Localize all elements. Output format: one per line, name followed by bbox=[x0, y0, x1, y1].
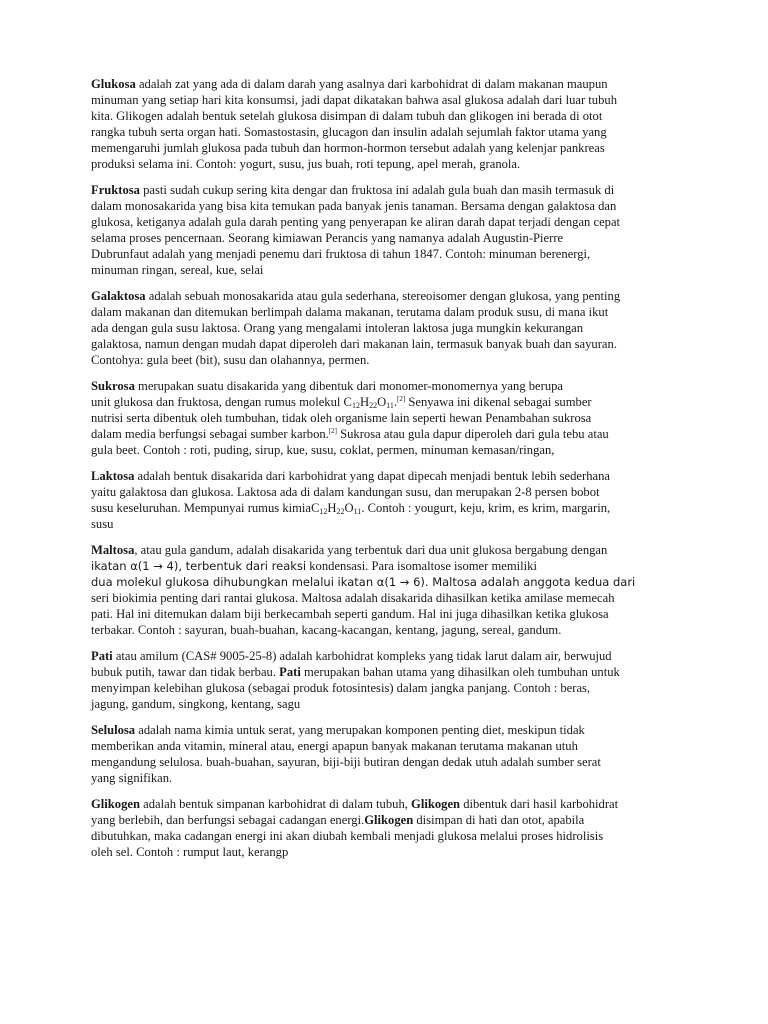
paragraph-selulosa bbox=[91, 722, 681, 786]
reference-link[interactable]: [2] bbox=[397, 395, 406, 403]
text-line: dibutuhkan, maka cadangan energi ini akan diubah kembali menjadi glukosa melalui proses hidrolisis bbox=[91, 829, 604, 843]
text-line: rangka tubuh serta organ hati. Somastostasin, glucagon dan insulin adalah sejumlah faktor utama yang bbox=[91, 125, 607, 139]
paragraph-sukrosa bbox=[91, 378, 681, 458]
text-line: Fruktosa pasti sudah cukup sering kita dengar dan fruktosa ini adalah gula buah dan masih termasuk di bbox=[91, 183, 615, 197]
term-maltosa: Maltosa bbox=[91, 543, 135, 557]
text-line: Galaktosa adalah sebuah monosakarida atau gula sederhana, stereoisomer dengan glukosa, yang penting bbox=[91, 289, 621, 303]
text-line: oleh sel. Contoh : rumput laut, kerangp bbox=[91, 845, 289, 859]
text-line: memberikan anda vitamin, mineral atau, energi apapun banyak makanan terutama makanan utuh bbox=[91, 739, 578, 753]
text-line: jagung, gandum, singkong, kentang, sagu bbox=[91, 697, 301, 711]
term-selulosa: Selulosa bbox=[91, 723, 136, 737]
paragraph-glukosa bbox=[91, 76, 681, 172]
term-pati: Pati bbox=[91, 649, 113, 663]
text-line: glukosa, ketiganya adalah gula darah penting yang penyerapan ke aliran darah dapat terjadi dengan cepat bbox=[91, 215, 621, 229]
text-line: memengaruhi jumlah glukosa pada tubuh dan hormon-hormon tersebut adalah yang kelenjar pankreas bbox=[91, 141, 605, 155]
paragraph-glikogen bbox=[91, 796, 681, 860]
text-line: produksi selama ini. Contoh: yogurt, susu, jus buah, roti tepung, apel merah, granola. bbox=[91, 157, 521, 171]
text-line: yang berlebih, dan berfungsi sebagai cadangan energi.Glikogen disimpan di hati dan otot, apabila bbox=[91, 813, 585, 827]
text-line: minuman ringan, sereal, kue, selai bbox=[91, 263, 264, 277]
term-fruktosa: Fruktosa bbox=[91, 183, 140, 197]
text-line: Maltosa, atau gula gandum, adalah disakarida yang terbentuk dari dua unit glukosa bergabung dengan bbox=[91, 543, 608, 557]
paragraph-maltosa bbox=[91, 542, 681, 638]
text-line: mengandung selulosa. buah-buahan, sayuran, biji-biji butiran dengan dedak utuh adalah sumber serat bbox=[91, 755, 601, 769]
text-line: galaktosa, namun dengan mudah dapat diperoleh dari makanan lain, termasuk banyak buah dan sayuran. bbox=[91, 337, 617, 351]
text-line: Dubrunfaut adalah yang menjadi penemu dari fruktosa di tahun 1847. Contoh: minuman berenergi, bbox=[91, 247, 591, 261]
text-line: ada dengan gula susu laktosa. Orang yang mengalami intoleran laktosa juga mungkin kekurangan bbox=[91, 321, 584, 335]
text-line: gula beet. Contoh : roti, puding, sirup, kue, susu, coklat, permen, minuman kemasan/ringan, bbox=[91, 443, 555, 457]
text-line: ikatan α(1 → 4), terbentuk dari reaksi kondensasi. Para isomaltose isomer memiliki bbox=[91, 559, 537, 573]
text-line: Laktosa adalah bentuk disakarida dari karbohidrat yang dapat dipecah menjadi bentuk lebih sederhana bbox=[91, 469, 610, 483]
text-line: Glikogen adalah bentuk simpanan karbohidrat di dalam tubuh, Glikogen dibentuk dari hasil karbohidrat bbox=[91, 797, 619, 811]
term-glukosa: Glukosa bbox=[91, 77, 136, 91]
text-line: susu keseluruhan. Mempunyai rumus $kimiaC_{12}H_{22}O_{11}$. Contoh : yougurt, keju, krim, es krim, margarin, bbox=[91, 501, 611, 516]
text-line: Selulosa adalah nama kimia untuk serat, yang merupakan komponen penting diet, meskipun tidak bbox=[91, 723, 585, 737]
text-line: dua molekul glukosa dihubungkan melalui ikatan α(1 → 6). Maltosa adalah anggota kedua dari bbox=[91, 575, 636, 589]
reference-link[interactable]: [2] bbox=[328, 427, 337, 435]
term-sukrosa: Sukrosa bbox=[91, 379, 135, 393]
text-line: yang signifikan. bbox=[91, 771, 173, 785]
text-line: dalam makanan dan ditemukan berlimpah dalama makanan, terutama dalam produk susu, di mana ikut bbox=[91, 305, 609, 319]
term-glikogen: Glikogen bbox=[91, 797, 140, 811]
text-line: yaitu galaktosa dan glukosa. Laktosa ada di dalam kandungan susu, dan merupakan 2-8 persen bobot bbox=[91, 485, 600, 499]
term-pati: Pati bbox=[279, 665, 301, 679]
text-line: minuman yang setiap hari kita konsumsi, jadi dapat dikatakan bahwa asal glukosa adalah dari luar tubuh bbox=[91, 93, 617, 107]
text-line: pati. Hal ini ditemukan dalam biji berkecambah seperti gandum. Hal ini juga dihasilkan ketika glukosa bbox=[91, 607, 609, 621]
text-line: dalam media berfungsi sebagai sumber karbon.[2] Sukrosa atau gula dapur diperoleh dari gula tebu atau bbox=[91, 427, 609, 441]
paragraph-fruktosa bbox=[91, 182, 681, 278]
text-line: kita. Glikogen adalah bentuk setelah glukosa disimpan di dalam tubuh dan glikogen ini berada di otot bbox=[91, 109, 603, 123]
term-glikogen: Glikogen bbox=[364, 813, 414, 827]
text-line: unit glukosa dan fruktosa, dengan rumus molekul $C_{12}H_{22}O_{11}.[2]$ Senyawa ini dikenal sebagai sumber bbox=[91, 395, 592, 410]
text-line: Contohya: gula beet (bit), susu dan olahannya, permen. bbox=[91, 353, 370, 367]
text-line: nutrisi serta dibentuk oleh tumbuhan, tidak oleh organisme lain seperti hewan Penambahan sukrosa bbox=[91, 411, 592, 425]
term-laktosa: Laktosa bbox=[91, 469, 135, 483]
chemical-formula: $C_{12}H_{22}O_{11}$. bbox=[343, 395, 398, 410]
paragraph-galaktosa bbox=[91, 288, 681, 368]
text-line: Glukosa adalah zat yang ada di dalam darah yang asalnya dari karbohidrat di dalam makanan maupun bbox=[91, 77, 608, 91]
text-line: susu bbox=[91, 517, 114, 531]
document-page bbox=[91, 76, 681, 870]
text-line: dalam monosakarida yang bisa kita temukan pada banyak jenis tanaman. Bersama dengan galaktosa dan bbox=[91, 199, 617, 213]
text-line: Pati atau amilum (CAS# 9005-25-8) adalah karbohidrat kompleks yang tidak larut dalam air, berwujud bbox=[91, 649, 612, 663]
text-line: selama proses pencernaan. Seorang kimiawan Perancis yang namanya adalah Augustin-Pierre bbox=[91, 231, 564, 245]
text-line: terbakar. Contoh : sayuran, buah-buahan, kacang-kacangan, kentang, jagung, sereal, gandum. bbox=[91, 623, 562, 637]
text-line: seri biokimia penting dari rantai glukosa. Maltosa adalah disakarida dihasilkan ketika amilase memecah bbox=[91, 591, 615, 605]
paragraph-pati bbox=[91, 648, 681, 712]
text-line: Sukrosa merupakan suatu disakarida yang dibentuk dari monomer-monomernya yang berupa bbox=[91, 379, 564, 393]
term-galaktosa: Galaktosa bbox=[91, 289, 146, 303]
term-glikogen: Glikogen bbox=[411, 797, 461, 811]
text-line: bubuk putih, tawar dan tidak berbau. Pati merupakan bahan utama yang dihasilkan oleh tumbuhan untuk bbox=[91, 665, 620, 679]
paragraph-laktosa bbox=[91, 468, 681, 532]
text-line: menyimpan kelebihan glukosa (sebagai produk fotosintesis) dalam jangka panjang. Contoh : beras, bbox=[91, 681, 591, 695]
chemical-formula: $C_{12}H_{22}O_{11}$. bbox=[311, 501, 365, 516]
